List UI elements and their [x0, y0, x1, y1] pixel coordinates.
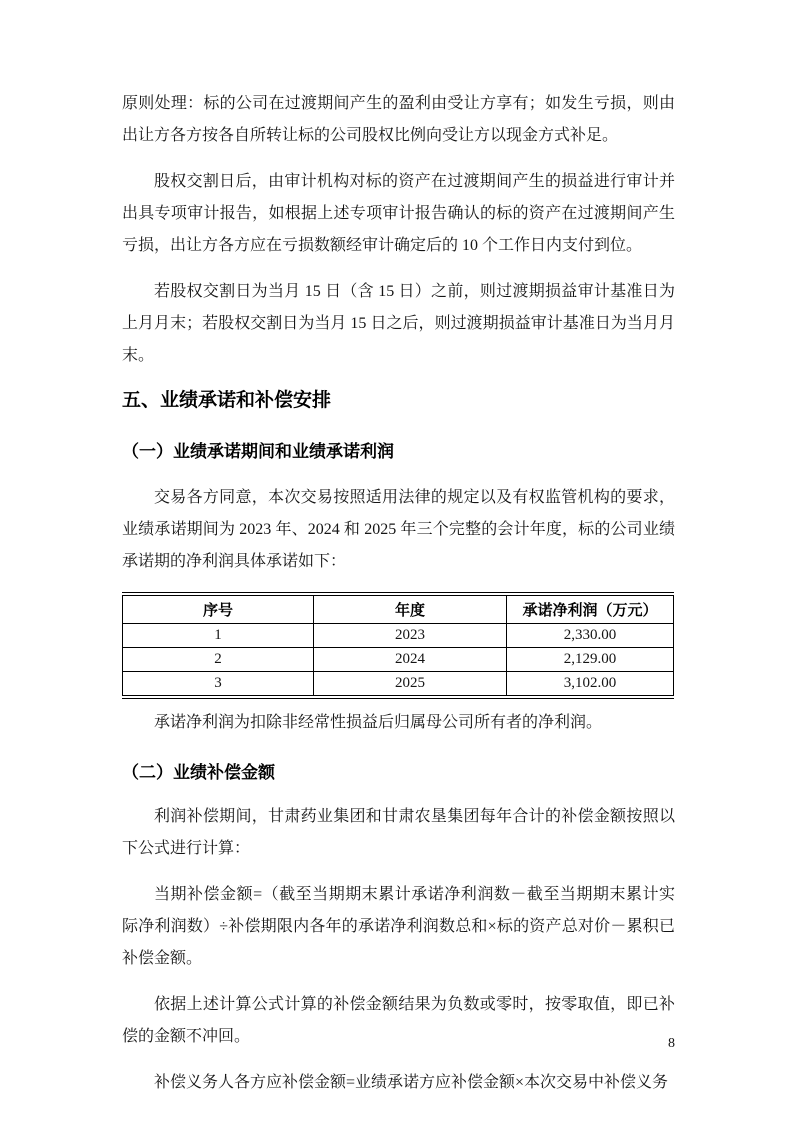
paragraph-transition-principle: 原则处理：标的公司在过渡期间产生的盈利由受让方享有；如发生亏损，则由出让方各方按各自所转让标的公司股权比例向受让方以现金方式补足。 [122, 95, 675, 144]
paragraph-negative-zero-rule: 依据上述计算公式计算的补偿金额结果为负数或零时，按零取值，即已补偿的金额不冲回。 [122, 996, 675, 1045]
table-row [123, 624, 674, 648]
paragraph-obligor-share: 补偿义务人各方应补偿金额=业绩承诺方应补偿金额×本次交易中补偿义务 [154, 1074, 669, 1091]
cell-profit: 2,330.00 [507, 624, 674, 648]
subsection-heading-1: （一）业绩承诺期间和业绩承诺利润 [122, 442, 394, 461]
cell-year: 2025 [314, 672, 507, 698]
col-header-year: 年度 [314, 594, 507, 624]
cell-profit: 3,102.00 [507, 672, 674, 698]
profit-commitment-table [122, 592, 674, 699]
cell-year: 2023 [314, 624, 507, 648]
col-header-index: 序号 [123, 594, 314, 624]
paragraph-audit-report: 股权交割日后，由审计机构对标的资产在过渡期间产生的损益进行审计并出具专项审计报告，如根据上述专项审计报告确认的标的资产在过渡期间产生亏损，出让方各方应在亏损数额经审计确定后的 10 个工作日内支付到位。 [122, 173, 675, 254]
paragraph-compensation-period: 利润补偿期间，甘肃药业集团和甘肃农垦集团每年合计的补偿金额按照以下公式进行计算： [122, 808, 675, 857]
paragraph-compensation-formula: 当期补偿金额=（截至当期期末累计承诺净利润数－截至当期期末累计实际净利润数）÷补偿期限内各年的承诺净利润数总和×标的资产总对价－累积已补偿金额。 [122, 886, 675, 967]
page-content [122, 88, 675, 1113]
cell-index: 2 [123, 648, 314, 672]
cell-profit: 2,129.00 [507, 648, 674, 672]
cell-index: 1 [123, 624, 314, 648]
col-header-promised-profit: 承诺净利润（万元） [507, 594, 674, 624]
subsection-heading-2: （二）业绩补偿金额 [122, 763, 275, 782]
table-row [123, 672, 674, 698]
cell-year: 2024 [314, 648, 507, 672]
paragraph-profit-note: 承诺净利润为扣除非经常性损益后归属母公司所有者的净利润。 [154, 714, 603, 731]
section-heading-5: 五、业绩承诺和补偿安排 [122, 390, 332, 411]
paragraph-commitment-period: 交易各方同意，本次交易按照适用法律的规定以及有权监管机构的要求，业绩承诺期间为 2023 年、2024 和 2025 年三个完整的会计年度，标的公司业绩承诺期的净利润具体承诺如下： [122, 489, 675, 570]
page-number: 8 [668, 1036, 675, 1051]
table-row [123, 648, 674, 672]
cell-index: 3 [123, 672, 314, 698]
table-header-row [123, 594, 674, 624]
paragraph-cutoff-date: 若股权交割日为当月 15 日（含 15 日）之前，则过渡期损益审计基准日为上月月末；若股权交割日为当月 15 日之后，则过渡期损益审计基准日为当月月末。 [122, 283, 675, 364]
